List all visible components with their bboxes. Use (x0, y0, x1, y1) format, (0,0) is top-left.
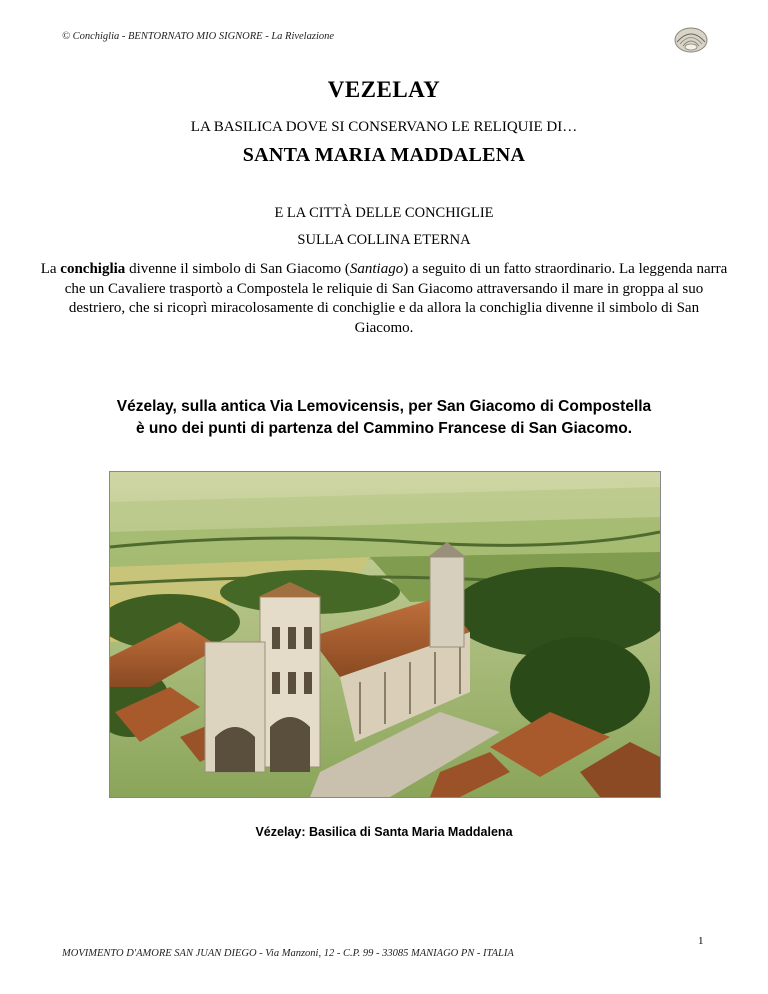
basilica-aerial-illustration (110, 472, 660, 797)
page-number: 1 (698, 935, 704, 947)
pilgrimage-note-line-2: è uno dei punti di partenza del Cammino Francese di San Giacomo. (135, 420, 633, 437)
header-note: © Conchiglia - BENTORNATO MIO SIGNORE - La Rivelazione (62, 31, 335, 42)
photo-caption: Vézelay: Basilica di Santa Maria Maddalena (255, 825, 513, 839)
subtitle: LA BASILICA DOVE SI CONSERVANO LE RELIQUIE DI… (190, 119, 578, 135)
shell-logo-icon (672, 22, 710, 56)
para-italic-word: Santiago (349, 261, 404, 277)
basilica-photo (109, 471, 661, 798)
para-bold-word: conchiglia (60, 261, 126, 277)
para-part-3: ) a seguito di un fatto straordinario. La leggenda narra che un Cavaliere trasportò a Compostela le reliquie di San Giacomo attraversando il mare in groppa al suo destriero, che si ricoprì miracolosamente di conchiglie e da allora la conchiglia divenne il simbolo di San Giacomo. (64, 261, 728, 336)
pilgrimage-note-line-1: Vézelay, sulla antica Via Lemovicensis, per San Giacomo di Compostella (116, 398, 652, 415)
pilgrimage-note (60, 396, 708, 440)
intro-paragraph (40, 260, 728, 338)
footer: MOVIMENTO D'AMORE SAN JUAN DIEGO - Via Manzoni, 12 - C.P. 99 - 33085 MANIAGO PN - ITALIA (62, 948, 514, 959)
page-title: VEZELAY (327, 77, 441, 102)
subheading-line-2: SULLA COLLINA ETERNA (297, 232, 471, 248)
para-intro: La (40, 261, 61, 277)
para-part-2: divenne il simbolo di San Giacomo ( (125, 261, 350, 277)
subheading-line-1: E LA CITTÀ DELLE CONCHIGLIE (274, 205, 494, 221)
secondary-title: SANTA MARIA MADDALENA (242, 144, 526, 166)
